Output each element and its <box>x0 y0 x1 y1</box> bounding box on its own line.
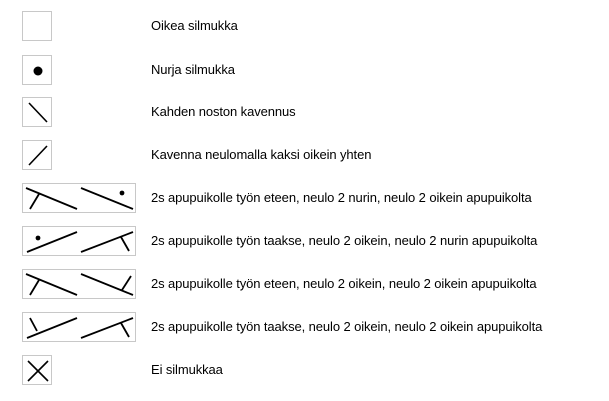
legend-label: Nurja silmukka <box>151 62 235 77</box>
legend-item-right-decrease <box>0 140 609 174</box>
legend-item-cable-front-purl <box>0 183 609 217</box>
cable-front-knit-icon <box>22 269 136 299</box>
cross-icon <box>22 355 52 385</box>
legend-label: Kavenna neulomalla kaksi oikein yhten <box>151 147 372 162</box>
legend-item-knit <box>0 11 609 45</box>
dot-icon <box>22 55 52 85</box>
legend-label: Ei silmukkaa <box>151 362 223 377</box>
slash-icon <box>22 140 52 170</box>
legend-item-no-stitch <box>0 355 609 389</box>
legend-label: Oikea silmukka <box>151 18 238 33</box>
legend-label: 2s apupuikolle työn eteen, neulo 2 oikein, neulo 2 oikein apupuikolta <box>151 276 537 291</box>
legend-label: 2s apupuikolle työn eteen, neulo 2 nurin, neulo 2 oikein apupuikolta <box>151 190 532 205</box>
legend-item-cable-back-purl <box>0 226 609 260</box>
empty-square-icon <box>22 11 52 41</box>
legend-item-cable-front-knit <box>0 269 609 303</box>
legend-label: Kahden noston kavennus <box>151 104 296 119</box>
legend-label: 2s apupuikolle työn taakse, neulo 2 oikein, neulo 2 oikein apupuikolta <box>151 319 543 334</box>
legend-label: 2s apupuikolle työn taakse, neulo 2 oikein, neulo 2 nurin apupuikolta <box>151 233 538 248</box>
cable-front-purl-icon <box>22 183 136 213</box>
backslash-icon <box>22 97 52 127</box>
cable-back-purl-icon <box>22 226 136 256</box>
legend-item-cable-back-knit <box>0 312 609 346</box>
cable-back-knit-icon <box>22 312 136 342</box>
legend-item-purl <box>0 55 609 89</box>
legend-item-left-decrease <box>0 97 609 131</box>
